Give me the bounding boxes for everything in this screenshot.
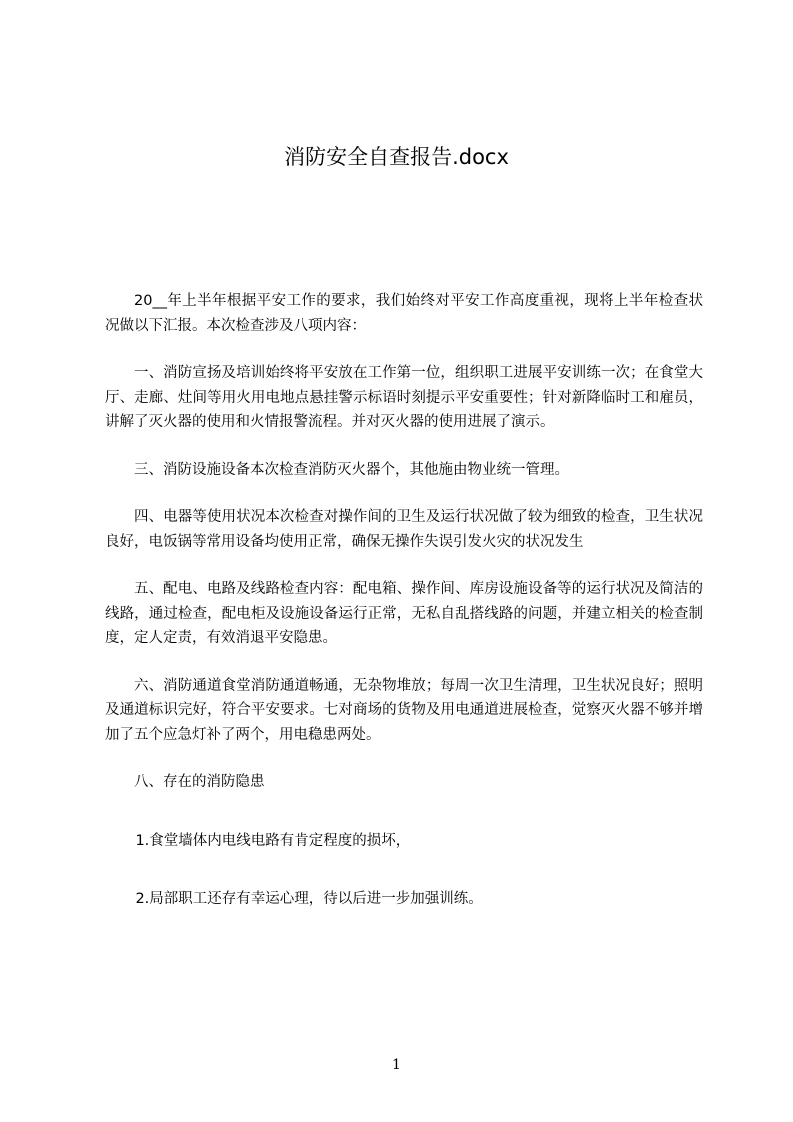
document-title: 消防安全自查报告.docx bbox=[284, 145, 509, 169]
document-body bbox=[105, 289, 703, 946]
list-item: 2.局部职工还存有幸运心理，待以后进一步加强训练。 bbox=[135, 891, 483, 907]
page-number: 1 bbox=[392, 1057, 401, 1073]
paragraph-intro: 20__年上半年根据平安工作的要求，我们始终对平安工作高度重视，现将上半年检查状况做以下汇报。本次检查涉及八项内容： bbox=[105, 293, 703, 334]
paragraph-fire-training: 一、消防宣扬及培训始终将平安放在工作第一位，组织职工进展平安训练一次；在食堂大厅、走廊、灶间等用火用电地点悬挂警示标语时刻提示平安重要性；针对新降临时工和雇员，讲解了灭火器的使用和火情报警流程。并对灭火器的使用进展了演示。 bbox=[105, 365, 703, 430]
paragraph-wiring-inspection: 五、配电、电路及线路检查内容：配电箱、操作间、库房设施设备等的运行状况及简洁的线路，通过检查，配电柜及设施设备运行正常，无私自乱搭线路的问题，并建立相关的检查制度，定人定责，有效消退平安隐患。 bbox=[105, 581, 703, 646]
paragraph-fire-equipment: 三、消防设施设备本次检查消防灭火器个，其他施由物业统一管理。 bbox=[134, 461, 569, 478]
paragraph-fire-passage: 六、消防通道食堂消防通道畅通，无杂物堆放；每周一次卫生清理，卫生状况良好；照明及通道标识完好，符合平安要求。七对商场的货物及用电通道进展检查，觉察灭火器不够并增加了五个应急灯补了两个，用电稳患两处。 bbox=[105, 677, 703, 743]
paragraph-hazards-heading: 八、存在的消防隐患 bbox=[134, 774, 265, 790]
list-item: 1.食堂墙体内电线电路有肯定程度的损坏， bbox=[135, 832, 411, 849]
paragraph-electrical-usage: 四、电器等使用状况本次检查对操作间的卫生及运行状况做了较为细致的检查，卫生状况良好，电饭锅等常用设备均使用正常，确保无操作失误引发火灾的状况发生 bbox=[105, 509, 703, 550]
